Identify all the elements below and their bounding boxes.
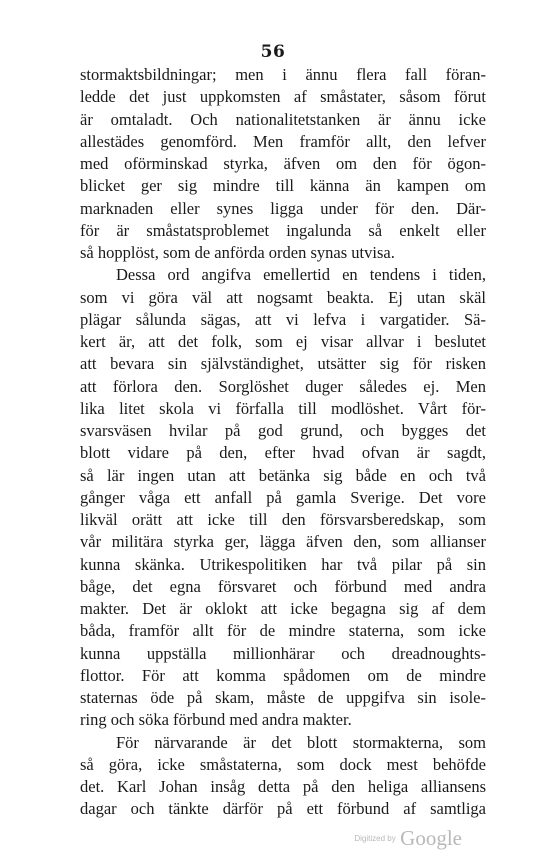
page-number: 56: [260, 42, 286, 62]
text-line: kunna uppställa millionhärar och dreadnoughts-: [80, 643, 486, 663]
text-line: att bevara sin självständighet, utsätter sig för risken: [80, 354, 486, 374]
text-line: som vi göra väl att nogsamt beakta. Ej utan skäl: [80, 287, 486, 307]
text-line: lika litet skola vi förfalla till modlöshet. Vårt för-: [80, 398, 486, 418]
text-line: båda, framför allt för de mindre staterna, som icke: [80, 621, 486, 641]
body-text: [80, 64, 486, 821]
text-line: allestädes genomförd. Men framför allt, den lefver: [80, 131, 486, 151]
text-line: ledde det just uppkomsten af småstater, såsom förut: [80, 87, 486, 107]
text-line: vår militära styrka ger, lägga äfven den, som allianser: [80, 532, 486, 552]
text-line: för är småstatsproblemet ingalunda så enkelt eller: [80, 220, 486, 240]
text-line: plägar sålunda sägas, att vi lefva i vargatider. Sä-: [80, 309, 486, 329]
text-line: stormaktsbildningar; men i ännu flera fall föran-: [80, 65, 486, 84]
text-line: så göra, icke småstaterna, som dock mest behöfde: [80, 754, 486, 774]
text-line: så hopplöst, som de anförda orden synas utvisa.: [80, 243, 395, 262]
text-line: staternas öde på skam, måste de uppgifva sin isole-: [80, 688, 486, 707]
text-line: kert är, att det folk, som ej visar allvar i beslutet: [80, 332, 486, 351]
text-line: blicket ger sig mindre till känna än kampen om: [80, 176, 486, 196]
text-line: är omtaladt. Och nationalitetstanken är ännu icke: [80, 109, 486, 129]
google-logo: Google: [400, 826, 462, 850]
text-line: kunna skänka. Utrikespolitiken har två pilar på sin: [80, 554, 486, 574]
text-line: båge, det egna försvaret och förbund med andra: [80, 576, 486, 596]
digitized-watermark: [354, 826, 462, 851]
text-line: med oförminskad styrka, äfven om den för ögon-: [80, 154, 486, 173]
text-line: så lär ingen utan att betänka sig både en och två: [80, 465, 486, 485]
text-line: makter. Det är oklokt att icke begagna sig af dem: [80, 599, 486, 618]
text-line: svarsväsen hvilar på god grund, och bygges det: [80, 421, 486, 440]
text-line: För närvarande är det blott stormakterna, som: [116, 732, 486, 752]
text-line: att förlora den. Sorglöshet duger således ej. Men: [80, 376, 486, 396]
text-line: Dessa ord angifva emellertid en tendens i tiden,: [116, 265, 486, 285]
text-line: likväl orätt att icke till den försvarsberedskap, som: [80, 510, 486, 529]
text-line: dagar och tänkte därför på ett förbund af samtliga: [80, 799, 486, 819]
text-line: marknaden eller synes ligga under för den. Där-: [80, 198, 486, 218]
text-line: flottor. För att komma spådomen om de mindre: [80, 665, 486, 685]
text-line: det. Karl Johan insåg detta på den heliga alliansens: [80, 777, 486, 796]
text-line: ring och söka förbund med andra makter.: [80, 710, 352, 730]
text-line: blott vidare på den, efter hvad ofvan är sagdt,: [80, 443, 486, 463]
watermark-prefix: Digitized by: [354, 834, 396, 843]
text-line: gånger våga ett anfall på gamla Sverige. Det vore: [80, 487, 486, 507]
